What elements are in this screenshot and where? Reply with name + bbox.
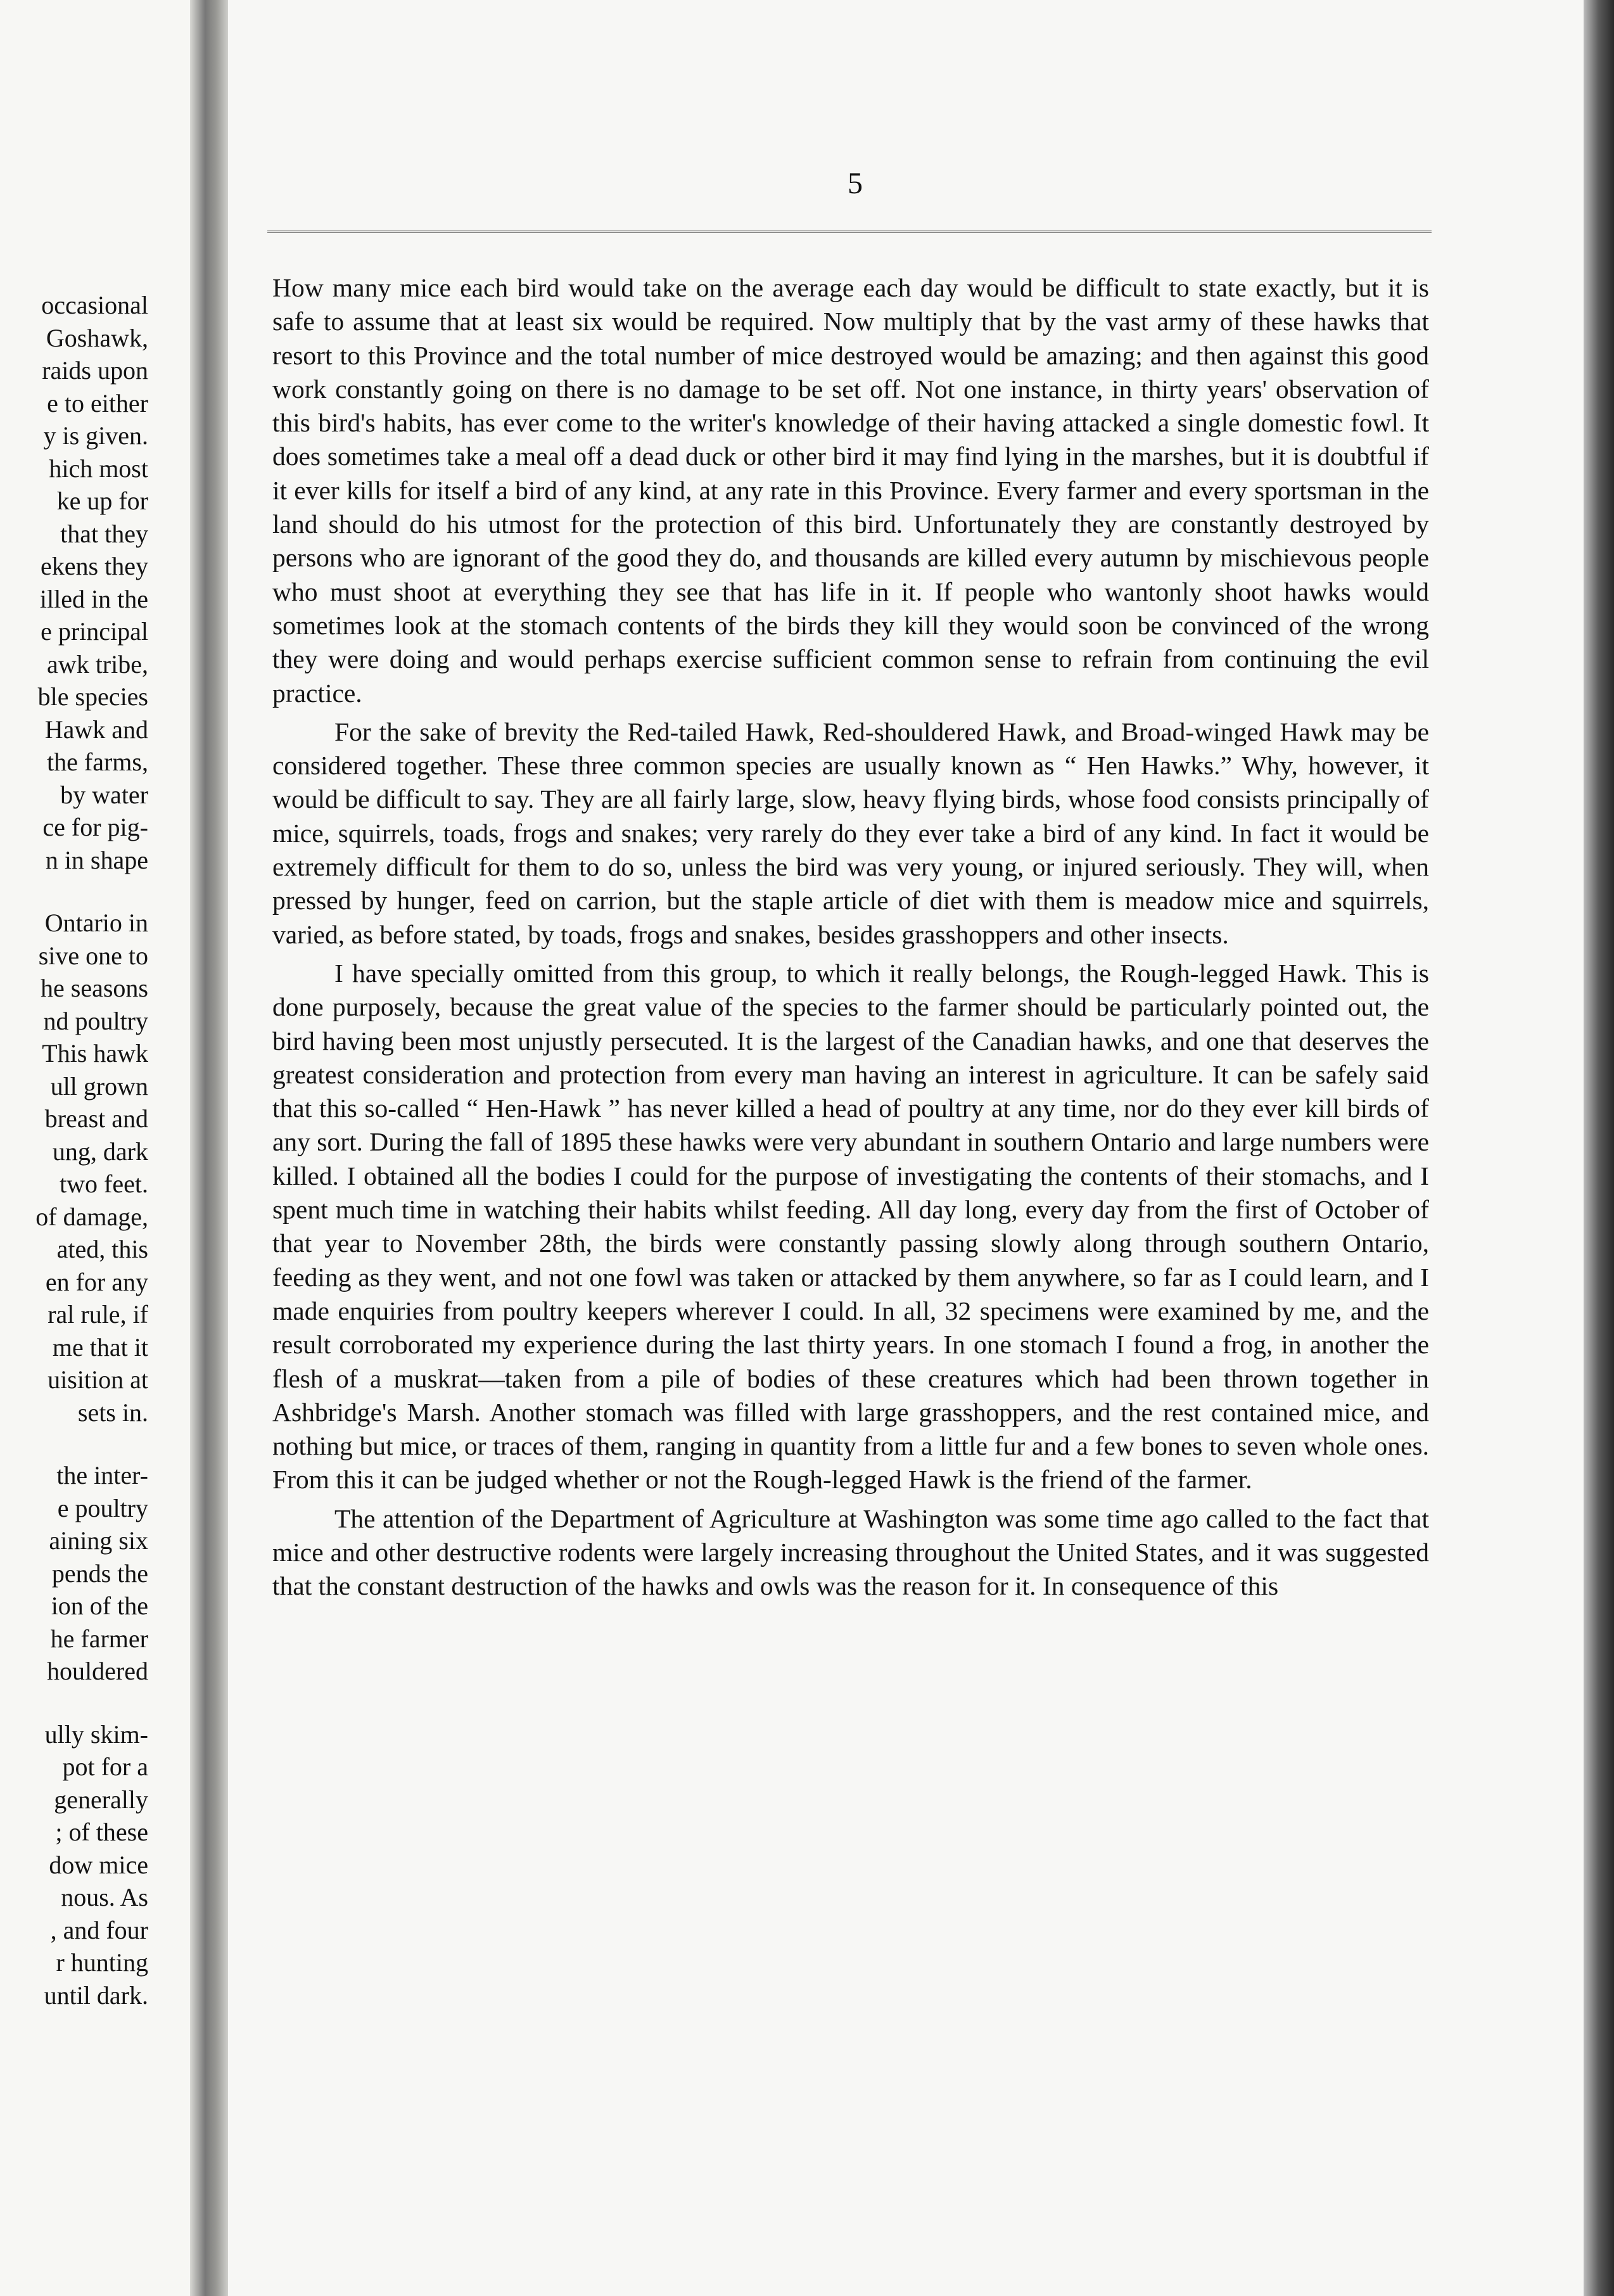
left-line-fragment: breast and <box>44 1104 148 1133</box>
left-line-fragment: n in shape <box>45 845 148 874</box>
page-edge-shadow <box>1584 0 1614 2296</box>
left-line-fragment: houldered <box>47 1657 148 1685</box>
left-line-fragment: y is given. <box>43 421 148 450</box>
left-line-fragment: e poultry <box>57 1493 148 1522</box>
left-line-fragment: until dark. <box>44 1980 148 2010</box>
left-line-fragment: Goshawk, <box>46 323 148 352</box>
left-line-fragment: me that it <box>52 1332 148 1362</box>
page-gutter-shadow <box>190 0 228 2296</box>
left-line-fragment: e principal <box>41 617 148 646</box>
left-line-fragment: ung, dark <box>52 1137 148 1166</box>
paragraph-gap <box>19 1429 209 1459</box>
left-line-fragment: ion of the <box>51 1591 148 1620</box>
left-line-fragment: sets in. <box>77 1398 148 1427</box>
left-line-fragment: e to either <box>47 388 148 418</box>
left-line-fragment: occasional <box>41 291 148 319</box>
left-line-fragment: ated, this <box>56 1235 148 1263</box>
left-line-fragment: ; of these <box>55 1818 148 1846</box>
left-line-fragment: pends the <box>51 1559 148 1588</box>
left-line-fragment: , and four <box>50 1915 148 1944</box>
left-line-fragment: This hawk <box>42 1039 148 1068</box>
left-line-fragment: ull grown <box>50 1071 148 1100</box>
left-line-fragment: he seasons <box>41 974 148 1002</box>
left-line-fragment: Ontario in <box>44 909 148 937</box>
left-line-fragment: raids upon <box>42 356 148 385</box>
left-line-fragment: pot for a <box>62 1752 148 1781</box>
left-line-fragment: sive one to <box>38 941 148 970</box>
left-line-fragment: by water <box>60 780 148 809</box>
left-page-fragment <box>0 0 209 2296</box>
paragraph: The attention of the Department of Agriculture at Washington was some time ago called to the fact that mice and other destructive rodents were largely increasing throughout the United States, and it was suggested that the constant destruction of the hawks and owls was the reason for it. In consequence of this <box>272 1503 1429 1601</box>
left-line-fragment: uisition at <box>48 1365 148 1394</box>
header-rule <box>267 231 1432 233</box>
left-line-fragment: the inter- <box>56 1461 148 1489</box>
left-line-fragment: generally <box>54 1785 148 1814</box>
left-line-fragment: awk tribe, <box>47 649 148 679</box>
left-line-fragment: ekens they <box>41 552 148 580</box>
left-line-fragment: aining six <box>49 1526 148 1555</box>
paragraph: For the sake of brevity the Red-tailed Hawk, Red-shouldered Hawk, and Broad-winged Hawk may be considered together. These three common species are usually known as “ Hen Hawks.” Why, however, it would be difficult to say. They are all fairly large, slow, heavy flying birds, whose food consists principally of mice, squirrels, toads, frogs and snakes; very rarely do they ever take a bird of any kind. In fact it would be extremely difficult for them to do so, unless the bird was very young, or injured seriously. They will, when pressed by hunger, feed on carrion, but the staple article of diet with them is meadow mice and squirrels, varied, as before stated, by toads, frogs and snakes, besides grasshoppers and other insects. <box>272 717 1429 949</box>
left-line-fragment: Hawk and <box>44 715 148 744</box>
left-column-fragments <box>19 289 209 2012</box>
left-line-fragment: ce for pig- <box>42 813 148 841</box>
left-line-fragment: the farms, <box>47 748 148 776</box>
left-line-fragment: ke up for <box>56 487 148 515</box>
paragraph: I have specially omitted from this group, to which it really belongs, the Rough-legged Hawk. This is done purposely, because the great value of the species to the farmer should be particularly pointed out, the bird having been most unjustly persecuted. It is the largest of the Canadian hawks, and one that deserves the greatest consideration and protection from every man having an interest in agriculture. It can be safely said that this so-called “ Hen-Hawk ” has never killed a head of poultry at any time, nor do they ever kill birds of any sort. During the fall of 1895 these hawks were very abundant in southern Ontario and large numbers were killed. I obtained all the bodies I could for the purpose of investigating the contents of their stomachs, and I spent much time in watching their habits whilst feeding. All day long, every day from the first of October of that year to November 28th, the birds were constantly passing slowly along through southern Ontario, feeding as they went, and not one fowl was taken or attacked by them anywhere, so far as I could learn, and I made enquiries from poultry keepers wherever I could. In all, 32 specimens were examined by me, and the result corroborated my experience during the last thirty years. In one stomach I found a frog, in another the flesh of a muskrat—taken from a pile of bodies of these creatures which had been thrown together in Ashbridge's Marsh. Another stomach was filled with large grasshoppers, and the rest contained mice, and nothing but mice, or traces of them, ranging in quantity from a little fur and a few bones to seven whole ones. From this it can be judged whether or not the Rough-legged Hawk is the friend of the farmer. <box>272 958 1429 1495</box>
left-line-fragment: illed in the <box>39 584 148 613</box>
left-line-fragment: en for any <box>45 1267 148 1296</box>
main-text-column <box>272 271 1429 1604</box>
paragraph: How many mice each bird would take on the average each day would be difficult to state exactly, but it is safe to assume that at least six would be required. Now multiply that by the vast army of these hawks that resort to this Province and the total number of mice destroyed would be amazing; and then against this good work constantly going on there is no damage to be set off. Not one instance, in thirty years' observation of this bird's habits, has ever come to the writer's knowledge of their having attacked a single domestic fowl. It does sometimes take a meal off a dead duck or other bird it may find lying in the marshes, but it is doubtful if it ever kills for itself a bird of any kind, at any rate in this Province. Every farmer and every sportsman in the land should do his utmost for the protection of this bird. Unfortunately they are constantly destroyed by persons who are ignorant of the good they do, and thousands are killed every autumn by mischievous people who must shoot at everything they see that has life in it. If people who wantonly shoot hawks would sometimes look at the stomach contents of the birds they kill they would soon be convinced of the wrong they were doing and would perhaps exercise sufficient common sense to refrain from continuing the evil practice. <box>272 273 1429 708</box>
left-line-fragment: he farmer <box>50 1624 148 1653</box>
page-number: 5 <box>848 167 863 200</box>
left-line-fragment: dow mice <box>49 1850 148 1879</box>
left-line-fragment: hich most <box>49 454 148 483</box>
left-line-fragment: that they <box>60 519 148 548</box>
left-line-fragment: two feet. <box>60 1170 148 1198</box>
left-line-fragment: ble species <box>37 682 148 711</box>
left-line-fragment: of damage, <box>35 1202 148 1231</box>
left-line-fragment: ully skim- <box>44 1719 148 1749</box>
paragraph-gap <box>19 1688 209 1718</box>
paragraph-gap <box>19 876 209 907</box>
left-line-fragment: r hunting <box>56 1948 148 1977</box>
left-line-fragment: ral rule, if <box>48 1300 148 1329</box>
left-line-fragment: nd poultry <box>43 1006 148 1035</box>
left-line-fragment: nous. As <box>61 1883 148 1911</box>
